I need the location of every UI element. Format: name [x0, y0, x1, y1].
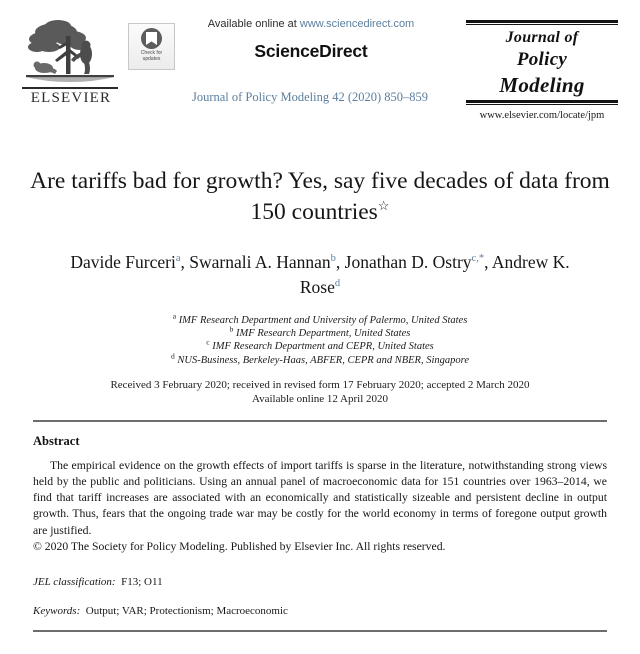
author-affiliation-mark[interactable]: b — [330, 253, 336, 265]
affiliation-index: d — [171, 351, 175, 361]
keywords-label: Keywords: — [33, 605, 81, 618]
journal-title-line2: Policy — [516, 49, 568, 70]
page-title — [30, 166, 610, 228]
history-received-line: Received 3 February 2020; received in revised form 17 February 2020; accepted 2 March 2020 — [110, 378, 530, 391]
masthead-bottom-rule-thick — [466, 100, 618, 103]
author-name: Andrew K. Rose — [299, 252, 570, 297]
abstract-heading: Abstract — [33, 433, 80, 448]
title-footnote-marker[interactable]: ☆ — [377, 198, 390, 214]
abstract-section — [33, 434, 607, 555]
abstract-text: The empirical evidence on the growth effects of import tariffs is sparse in the literature, notwithstanding strong views held by the public and politicians. Using an annual panel of macroeconomic data for 151 countries over 1963–2014, we find that tariff increases are associated with an economically and statistically sizeable and persistent decline in output growth. Thus, fears that the ongoing trade war may be costly for the world economy in terms of foregone output growth are justified. — [33, 458, 607, 537]
author-separator: , — [180, 252, 190, 272]
masthead-top-rule-thin — [466, 24, 618, 25]
check-for-updates-badge[interactable] — [128, 23, 175, 70]
masthead-bottom-rule-thin — [466, 104, 618, 105]
author-affiliation-mark[interactable]: c,* — [471, 253, 485, 265]
elsevier-tree-icon — [22, 16, 118, 86]
author-name: Jonathan D. Ostry — [344, 252, 472, 272]
sciencedirect-wordmark: ScienceDirect — [254, 41, 368, 61]
page-bottom-rule — [33, 630, 607, 632]
journal-title-line1: Journal of — [505, 29, 579, 46]
history-available-line: Available online 12 April 2020 — [251, 392, 389, 405]
affiliation-item — [0, 351, 640, 367]
available-online-text — [186, 18, 436, 30]
journal-citation-link[interactable]: Journal of Policy Modeling 42 (2020) 850–859 — [191, 90, 429, 104]
journal-masthead — [466, 20, 618, 121]
jel-value: F13; O11 — [121, 576, 163, 589]
affiliation-index: b — [229, 324, 234, 334]
keywords-value: Output; VAR; Protectionism; Macroeconomic — [85, 605, 288, 618]
paper-title-text: Are tariffs bad for growth? Yes, say five decades of data from 150 countries — [30, 168, 610, 225]
elsevier-logo-rule — [22, 87, 118, 89]
copyright-notice: © 2020 The Society for Policy Modeling. Published by Elsevier Inc. All rights reserved. — [33, 539, 446, 553]
abstract-indent — [33, 459, 50, 472]
abstract-body — [33, 458, 607, 539]
affiliation-text: IMF Research Department and University of Palermo, United States — [176, 315, 468, 326]
article-history — [0, 378, 640, 406]
abstract-top-rule — [33, 420, 607, 422]
author-name: Swarnali A. Hannan — [189, 252, 331, 272]
sciencedirect-block — [186, 18, 436, 62]
sciencedirect-url-link[interactable]: www.sciencedirect.com — [299, 18, 415, 30]
affiliation-text: IMF Research Department and CEPR, United States — [209, 341, 434, 353]
author-list — [52, 250, 588, 300]
author-name: Davide Furceri — [70, 252, 176, 272]
affiliation-item — [0, 324, 640, 340]
affiliation-list — [0, 311, 640, 367]
crossmark-label-line2: updates — [142, 56, 161, 62]
affiliation-text: NUS-Business, Berkeley-Haas, ABFER, CEPR and NBER, Singapore — [174, 354, 469, 366]
jel-classification — [33, 576, 607, 588]
affiliation-text: IMF Research Department, United States — [233, 328, 411, 340]
journal-title-line3: Modeling — [499, 73, 585, 97]
crossmark-label-line1: Check for — [140, 50, 163, 56]
masthead-top-rule-thick — [466, 20, 618, 23]
affiliation-index: c — [206, 337, 210, 347]
author-separator: , — [484, 252, 492, 272]
elsevier-wordmark: ELSEVIER — [30, 89, 112, 106]
author-affiliation-mark[interactable]: d — [334, 278, 341, 290]
author-separator: , — [335, 252, 345, 272]
crossmark-icon — [141, 28, 162, 49]
affiliation-index: a — [172, 311, 177, 321]
keywords — [33, 605, 607, 617]
elsevier-logo — [22, 16, 120, 112]
available-online-prefix: Available online at — [207, 18, 300, 30]
affiliation-item — [0, 337, 640, 353]
author-affiliation-mark[interactable]: a — [175, 253, 181, 265]
jel-label: JEL classification: — [33, 576, 116, 589]
page-header — [0, 0, 640, 128]
journal-homepage-url[interactable]: www.elsevier.com/locate/jpm — [479, 110, 605, 121]
title-block — [30, 166, 610, 228]
affiliation-item — [0, 311, 640, 327]
